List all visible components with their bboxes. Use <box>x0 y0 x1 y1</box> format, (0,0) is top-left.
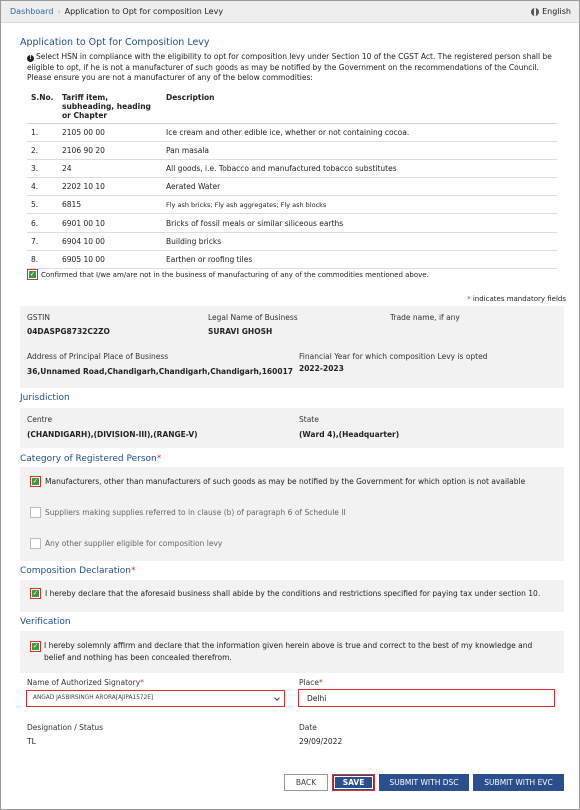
required-asterisk: * <box>140 678 144 687</box>
confirm-checkbox[interactable] <box>27 269 38 280</box>
globe-icon <box>531 8 539 16</box>
table-row <box>27 160 557 178</box>
centre-label: Centre <box>27 415 53 424</box>
place-label-text: Place <box>299 678 319 687</box>
cell-tariff: 2105 00 00 <box>58 124 162 142</box>
declaration-heading-text: Composition Declaration <box>20 566 131 576</box>
cell-tariff: 6904 10 00 <box>58 232 162 250</box>
legal-name-label: Legal Name of Business <box>208 313 298 322</box>
gstin-value: 04DASPG8732C2ZO <box>27 327 110 336</box>
cell-description: Building bricks <box>162 232 557 250</box>
designation-label: Designation / Status <box>27 723 104 732</box>
category-option-manufacturers <box>30 476 525 487</box>
table-row <box>27 124 557 142</box>
header-tariff: Tariff item, subheading, heading or Chapter <box>58 90 162 124</box>
cell-description: Ice cream and other edible ice, whether or not containing cocoa. <box>162 124 557 142</box>
declaration-heading <box>20 566 135 576</box>
table-row <box>27 178 557 196</box>
verification-label: I hereby solemnly affirm and declare that the information given herein above is true and correct to the best of my knowledge and belief and nothing has been concealed therefrom. <box>44 641 533 662</box>
required-asterisk: * <box>318 678 323 687</box>
cell-sno: 6. <box>27 214 58 232</box>
business-details-panel <box>20 306 564 388</box>
breadcrumb-current: Application to Opt for composition Levy <box>64 7 224 16</box>
category-option-label: Manufacturers, other than manufacturers of such goods as may be notified by the Government for which option is not available <box>45 477 526 486</box>
chevron-down-icon <box>274 695 280 701</box>
category-checkbox-suppliers[interactable] <box>30 507 41 518</box>
signatory-label <box>27 678 144 687</box>
mandatory-note <box>467 295 566 303</box>
category-heading <box>20 454 161 464</box>
confirm-commodities <box>27 269 429 280</box>
signatory-select[interactable] <box>26 690 285 707</box>
state-value: (Ward 4),(Headquarter) <box>299 430 400 439</box>
financial-year-value: 2022-2023 <box>299 364 344 373</box>
breadcrumb <box>10 7 223 16</box>
gstin-label: GSTIN <box>27 313 50 322</box>
cell-tariff: 6815 <box>58 196 162 214</box>
trade-name-label: Trade name, if any <box>390 313 460 322</box>
designation-value: TL <box>27 737 36 746</box>
place-label <box>299 678 323 687</box>
cell-sno: 5. <box>27 196 58 214</box>
cell-description: Fly ash bricks; Fly ash aggregates; Fly ash blocks <box>162 196 557 214</box>
signatory-label-text: Name of Authorized Signatory <box>27 678 141 687</box>
language-selector[interactable] <box>531 7 571 16</box>
cell-sno: 1. <box>27 124 58 142</box>
date-value: 29/09/2022 <box>299 737 343 746</box>
table-row <box>27 214 557 232</box>
table-row <box>27 196 557 214</box>
signatory-select-value: ANGAD JASBIRSINGH ARORA[AJIPA1572E] <box>33 695 154 701</box>
category-option-label: Suppliers making supplies referred to in clause (b) of paragraph 6 of Schedule II <box>45 508 346 517</box>
info-text-body: Select HSN in compliance with the eligibility to opt for composition levy under Section 10 of the CGST Act. The registered person shall be eligible to opt, if he is not a manufacturer of such goods as may be notified by the Government on the recommendations of the Council. Please ensure you are not a manufacturer of any of the below commodities: <box>27 52 552 82</box>
cell-tariff: 6901 00 10 <box>58 214 162 232</box>
confirm-label: Confirmed that I/we am/are not in the business of manufacturing of any of the commodities mentioned above. <box>41 270 429 279</box>
breadcrumb-dashboard-link[interactable]: Dashboard <box>10 7 54 16</box>
cell-description: Bricks of fossil meals or similar siliceous earths <box>162 214 557 232</box>
cell-description: All goods, i.e. Tobacco and manufactured tobacco substitutes <box>162 160 557 178</box>
mandatory-note-text: indicates mandatory fields <box>472 295 566 303</box>
check-icon: ✓ <box>29 270 36 278</box>
category-checkbox-manufacturers[interactable] <box>30 476 41 487</box>
verification-heading: Verification <box>20 617 71 627</box>
cell-description: Aerated Water <box>162 178 557 196</box>
cell-description: Pan masala <box>162 142 557 160</box>
category-checkbox-other[interactable] <box>30 538 41 549</box>
cell-description: Earthen or roofing tiles <box>162 250 557 268</box>
legal-name-value: SURAVI GHOSH <box>208 327 273 336</box>
check-icon: ✓ <box>32 642 39 650</box>
address-value: 36,Unnamed Road,Chandigarh,Chandigarh,Chandigarh,160017 <box>27 367 294 376</box>
submit-with-dsc-button[interactable]: SUBMIT WITH DSC <box>379 774 469 791</box>
info-text <box>27 52 557 84</box>
cell-sno: 2. <box>27 142 58 160</box>
cell-tariff: 6905 10 00 <box>58 250 162 268</box>
check-icon: ✓ <box>32 477 39 485</box>
table-row <box>27 142 557 160</box>
category-option-suppliers <box>30 507 346 518</box>
breadcrumb-bar <box>1 1 579 23</box>
cell-tariff: 24 <box>58 160 162 178</box>
declaration-option <box>30 588 540 599</box>
place-input[interactable]: Delhi <box>298 689 555 707</box>
cell-tariff: 2106 90 20 <box>58 142 162 160</box>
hsn-table <box>27 90 557 269</box>
cell-sno: 3. <box>27 160 58 178</box>
verification-option <box>30 640 554 664</box>
jurisdiction-heading: Jurisdiction <box>20 393 70 403</box>
centre-value: (CHANDIGARH),(DIVISION-III),(RANGE-V) <box>27 430 198 439</box>
info-icon: ! <box>27 55 34 62</box>
header-sno: S.No. <box>27 90 58 124</box>
table-row <box>27 232 557 250</box>
save-button[interactable]: SAVE <box>332 774 375 791</box>
submit-with-evc-button[interactable]: SUBMIT WITH EVC <box>473 774 564 791</box>
breadcrumb-separator: › <box>57 7 61 16</box>
table-header-row <box>27 90 557 124</box>
language-label: English <box>542 7 571 16</box>
cell-sno: 7. <box>27 232 58 250</box>
date-label: Date <box>299 723 317 732</box>
cell-sno: 8. <box>27 250 58 268</box>
category-heading-text: Category of Registered Person <box>20 454 157 464</box>
check-icon: ✓ <box>32 589 39 597</box>
required-asterisk: * <box>130 566 136 576</box>
category-option-other <box>30 538 222 549</box>
table-row <box>27 250 557 268</box>
declaration-label: I hereby declare that the aforesaid business shall abide by the conditions and restrictions specified for paying tax under section 10. <box>45 589 541 598</box>
header-description: Description <box>162 90 557 124</box>
required-asterisk: * <box>467 295 471 303</box>
declaration-checkbox[interactable] <box>30 588 41 599</box>
jurisdiction-panel <box>20 408 564 448</box>
back-button[interactable]: BACK <box>284 774 328 791</box>
address-label: Address of Principal Place of Business <box>27 352 169 361</box>
cell-tariff: 2202 10 10 <box>58 178 162 196</box>
required-asterisk: * <box>156 454 162 464</box>
state-label: State <box>299 415 319 424</box>
financial-year-label: Financial Year for which composition Levy is opted <box>299 352 488 361</box>
cell-sno: 4. <box>27 178 58 196</box>
page-title: Application to Opt for Composition Levy <box>20 37 210 48</box>
verification-checkbox[interactable] <box>30 641 41 652</box>
category-option-label: Any other supplier eligible for composition levy <box>45 539 223 548</box>
